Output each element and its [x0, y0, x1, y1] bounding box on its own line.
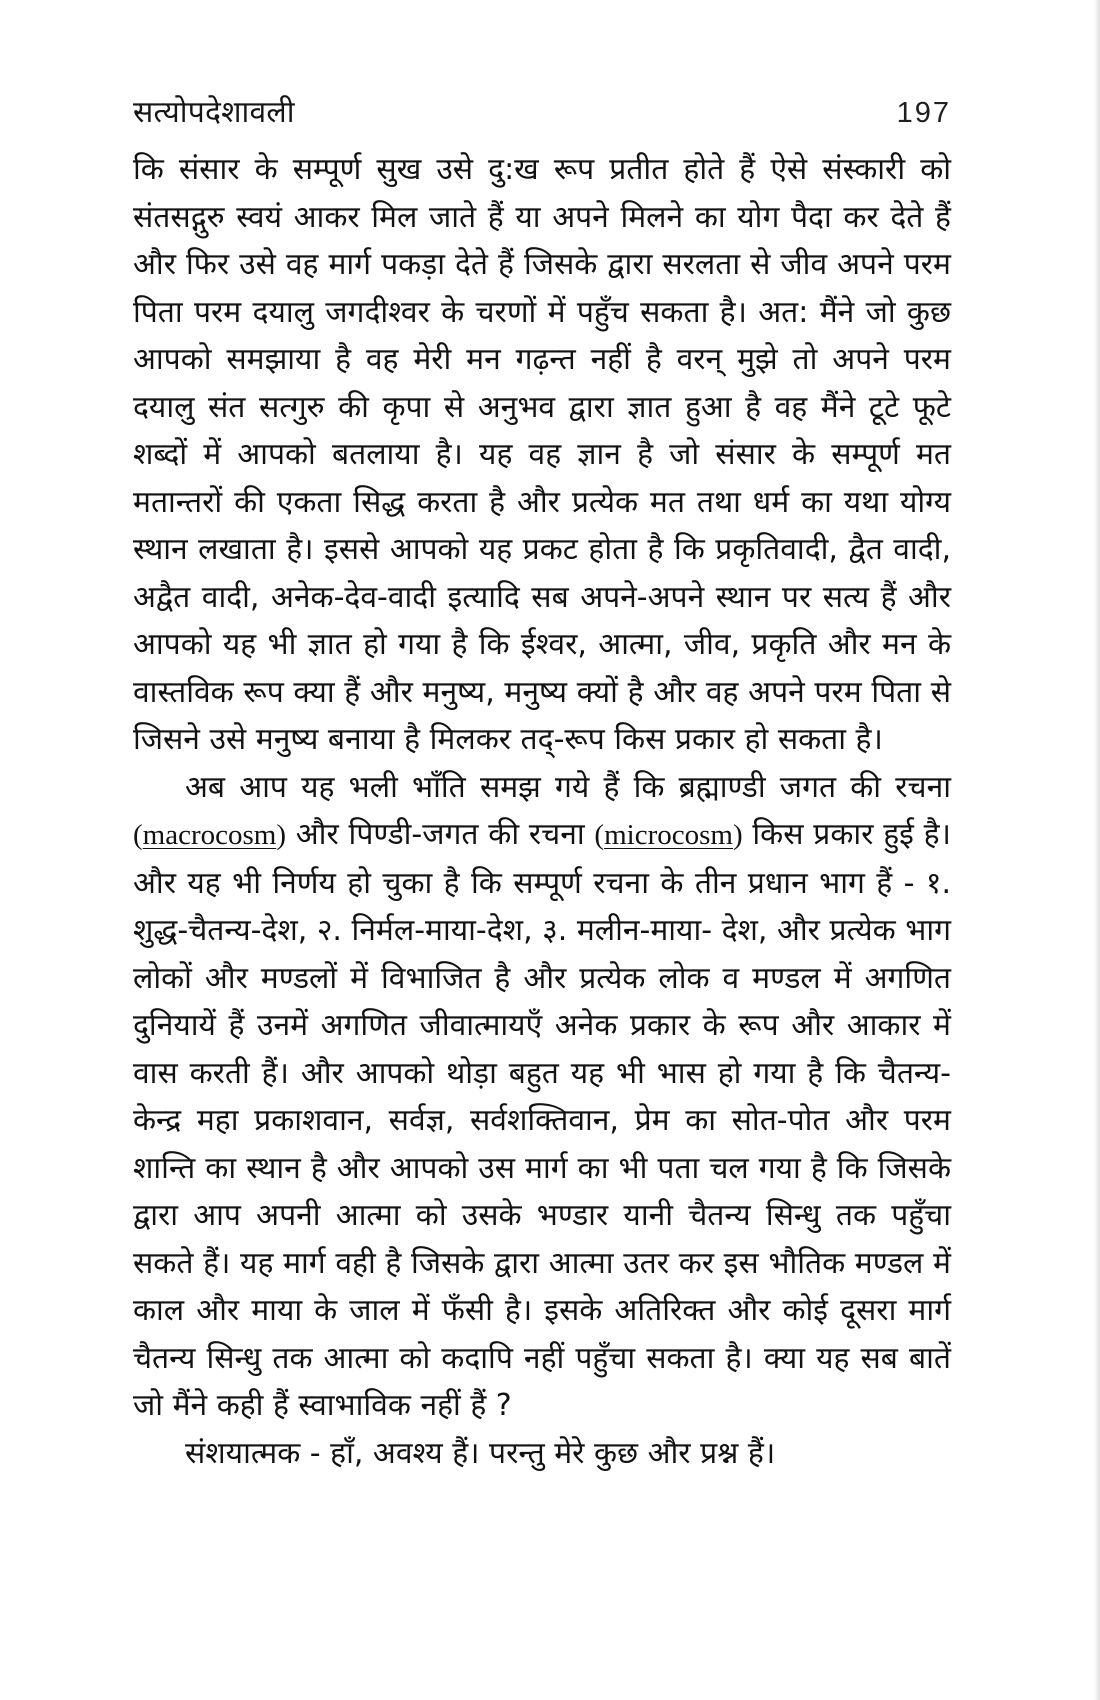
page-number: 197 — [896, 97, 951, 129]
page-header — [133, 90, 951, 131]
devanagari-text: अब आप यह भली भाँति समझ गये हैं कि ब्रह्माण्डी जगत की रचना — [185, 769, 951, 805]
latin-term: macrocosm — [142, 819, 277, 851]
body-text — [133, 146, 951, 1477]
latin-term: microcosm — [604, 819, 733, 851]
latin-term: ) — [732, 819, 743, 851]
devanagari-text: कि संसार के सम्पूर्ण सुख उसे दु:ख रूप प्रतीत होते हैं ऐसे संस्कारी को संतसद्गुरु स्वयं आकर मिल जाते हैं या अपने मिलने का योग पैदा कर देते हैं और फिर उसे वह मार्ग पकड़ा देते हैं जिसके द्वारा सरलता से जीव अपने परम पिता परम दयालु जगदीश्वर के चरणों में पहुँच सकता है। अत: मैंने जो कुछ आपको समझाया है वह मेरी मन गढ़न्त नहीं है वरन् मुझे तो अपने परम दयालु संत सत्गुरु की कृपा से अनुभव द्वारा ज्ञात हुआ है वह मैंने टूटे फूटे शब्दों में आपको बतलाया है। यह वह ज्ञान है जो संसार के सम्पूर्ण मत मतान्तरों की एकता सिद्ध करता है और प्रत्येक मत तथा धर्म का यथा योग्य स्थान लखाता है। इससे आपको यह प्रकट होता है कि प्रकृतिवादी, द्वैत वादी, अद्वैत वादी, अनेक-देव-वादी इत्यादि सब अपने-अपने स्थान पर सत्य हैं और आपको यह भी ज्ञात हो गया है कि ईश्वर, आत्मा, जीव, प्रकृति और मन के वास्तविक रूप क्या हैं और मनुष्य, मनुष्य क्यों है और वह अपने परम पिता से जिसने उसे मनुष्य बनाया है मिलकर तद्-रूप किस प्रकार हो सकता है। — [133, 152, 951, 757]
devanagari-text: और पिण्डी-जगत की रचना — [286, 817, 595, 852]
devanagari-text: किस प्रकार हुई है। और यह भी निर्णय हो चुका है कि सम्पूर्ण रचना के तीन प्रधान भाग हैं - १. शुद्ध-चैतन्य-देश, २. निर्मल-माया-देश, ३. मलीन-माया- देश, और प्रत्येक भाग लोकों और मण्डलों में विभाजित है और प्रत्येक लोक व मण्डल में अगणित दुनियायें हैं उनमें अगणित जीवात्मायएँ अनेक प्रकार के रूप और आकार में वास करती हैं। और आपको थोड़ा बहुत यह भी भास हो गया है कि चैतन्य-केन्द्र महा प्रकाशवान, सर्वज्ञ, सर्वशक्तिवान, प्रेम का सोत-पोत और परम शान्ति का स्थान है और आपको उस मार्ग का भी पता चल गया है कि जिसके द्वारा आप अपनी आत्मा को उसके भण्डार यानी चैतन्य सिन्धु तक पहुँचा सकते हैं। यह मार्ग वही है जिसके द्वारा आत्मा उतर कर इस भौतिक मण्डल में काल और माया के जाल में फँसी है। इसके अतिरिक्त और कोई दूसरा मार्ग चैतन्य सिन्धु तक आत्मा को कदापि नहीं पहुँचा सकता है। क्या यह सब बातें जो मैंने कही हैं स्वाभाविक नहीं हैं ? — [133, 817, 951, 1423]
scan-edge-shadow — [1094, 0, 1100, 1700]
latin-term: ( — [133, 819, 143, 851]
devanagari-text: संशयात्मक - हाँ, अवश्य हैं। परन्तु मेरे कुछ और प्रश्न हैं। — [185, 1435, 776, 1471]
latin-term: ) — [276, 819, 287, 851]
paragraph — [133, 764, 951, 1430]
latin-term: ( — [594, 819, 605, 851]
paragraph — [133, 1430, 951, 1478]
running-header-title: सत्योपदेशावली — [133, 95, 295, 130]
paragraph — [133, 146, 951, 764]
